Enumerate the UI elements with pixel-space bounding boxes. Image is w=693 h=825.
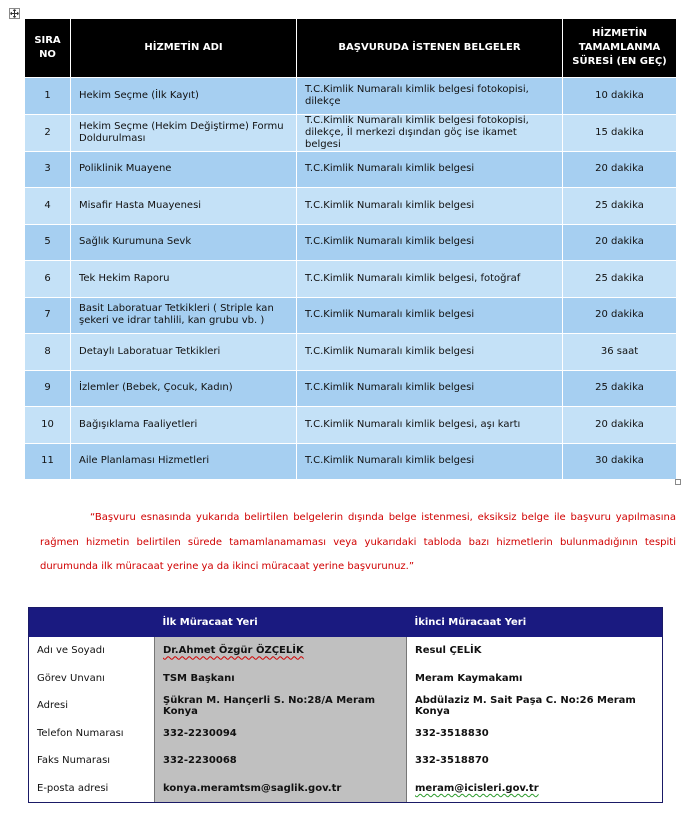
- completion-time-cell: 20 dakika: [563, 224, 677, 261]
- table-row: [25, 334, 677, 371]
- row-number: 1: [25, 78, 71, 115]
- completion-time-cell: 20 dakika: [563, 407, 677, 444]
- contact-label: Telefon Numarası: [29, 720, 155, 748]
- required-docs-cell: [297, 114, 563, 151]
- contact-row-name: [29, 637, 663, 665]
- table-row: [25, 224, 677, 261]
- contact-label: Adı ve Soyadı: [29, 637, 155, 665]
- service-name-cell: Detaylı Laboratuar Tetkikleri: [71, 334, 297, 371]
- note-text: “Başvuru esnasında yukarıda belirtilen belgelerin dışında belge istenmesi, eksiksiz belge ile başvuru yapılmasına rağmen hizmetin belirtilen sürede tamamlanamaması veya yukarıdaki tabloda bazı hizmetlerin bulunmadığının tespiti durumunda ilk müracaat yerine ya da ikinci müracaat yerine başvurunuz.”: [40, 512, 676, 572]
- service-name-cell: [71, 114, 297, 151]
- first-contact-fax: 332-2230068: [155, 747, 407, 775]
- header-required-docs: BAŞVURUDA İSTENEN BELGELER: [297, 19, 563, 78]
- row-number: 4: [25, 188, 71, 225]
- completion-time-cell: 30 dakika: [563, 443, 677, 480]
- complaint-note: [40, 506, 676, 580]
- service-name-line1: Hekim Seçme (İlk Kayıt): [79, 89, 199, 101]
- row-number: 8: [25, 334, 71, 371]
- required-docs-line2: dilekçe: [305, 95, 341, 107]
- second-contact-name: Resul ÇELİK: [407, 637, 663, 665]
- service-name-cell: Poliklinik Muayene: [71, 151, 297, 188]
- completion-time-cell: 10 dakika: [563, 78, 677, 115]
- table-row: [25, 443, 677, 480]
- row-number: 11: [25, 443, 71, 480]
- service-name-cell: Aile Planlaması Hizmetleri: [71, 443, 297, 480]
- service-name-line2: şekeri ve idrar tahlili, kan grubu vb. ): [79, 315, 265, 327]
- table-row: [25, 188, 677, 225]
- header-service-name: HİZMETİN ADI: [71, 19, 297, 78]
- first-contact-name: [155, 637, 407, 665]
- completion-time-cell: 15 dakika: [563, 114, 677, 151]
- table-row: [25, 297, 677, 334]
- first-contact-address: Şükran M. Hançerli S. No:28/A Meram Konya: [155, 692, 407, 720]
- second-contact-email[interactable]: [407, 775, 663, 803]
- required-docs-line1: T.C.Kimlik Numaralı kimlik belgesi fotokopisi,: [305, 114, 529, 126]
- required-docs-cell: T.C.Kimlik Numaralı kimlik belgesi: [297, 370, 563, 407]
- row-number: 5: [25, 224, 71, 261]
- first-contact-name-text: Dr.Ahmet Özgür ÖZÇELİK: [163, 645, 304, 657]
- contact-row-title: [29, 665, 663, 693]
- first-contact-email[interactable]: konya.meramtsm@saglik.gov.tr: [155, 775, 407, 803]
- contact-label: Görev Unvanı: [29, 665, 155, 693]
- second-contact-title: Meram Kaymakamı: [407, 665, 663, 693]
- required-docs-cell: T.C.Kimlik Numaralı kimlik belgesi, fotoğraf: [297, 261, 563, 298]
- service-name-line1: Hekim Seçme (Hekim Değiştirme) Formu: [79, 120, 284, 132]
- contact-header-first: İlk Müracaat Yeri: [155, 608, 407, 638]
- service-name-cell: İzlemler (Bebek, Çocuk, Kadın): [71, 370, 297, 407]
- contact-label: Faks Numarası: [29, 747, 155, 775]
- completion-time-cell: 36 saat: [563, 334, 677, 371]
- completion-time-cell: 25 dakika: [563, 370, 677, 407]
- row-number: 7: [25, 297, 71, 334]
- contact-row-address: [29, 692, 663, 720]
- completion-time-cell: 25 dakika: [563, 261, 677, 298]
- contact-label: E-posta adresi: [29, 775, 155, 803]
- service-name-cell: Sağlık Kurumuna Sevk: [71, 224, 297, 261]
- row-number: 9: [25, 370, 71, 407]
- second-contact-phone: 332-3518830: [407, 720, 663, 748]
- header-completion-time: [563, 19, 677, 78]
- table-move-handle-icon[interactable]: [9, 8, 20, 19]
- service-table-header: [25, 19, 677, 78]
- row-number: 3: [25, 151, 71, 188]
- contact-table-header: [29, 608, 663, 638]
- required-docs-cell: T.C.Kimlik Numaralı kimlik belgesi: [297, 151, 563, 188]
- header-sira-no-line2: NO: [39, 49, 56, 60]
- required-docs-line2: dilekçe, İl merkezi dışından göç ise ikamet belgesi: [305, 126, 517, 150]
- contact-header-blank: [29, 608, 155, 638]
- service-name-cell: [71, 297, 297, 334]
- first-contact-title: TSM Başkanı: [155, 665, 407, 693]
- contact-header-second: İkinci Müracaat Yeri: [407, 608, 663, 638]
- service-name-line2: Doldurulması: [79, 132, 146, 144]
- table-row: [25, 78, 677, 115]
- required-docs-cell: T.C.Kimlik Numaralı kimlik belgesi: [297, 334, 563, 371]
- table-row: [25, 114, 677, 151]
- table-row: [25, 151, 677, 188]
- table-row: [25, 261, 677, 298]
- second-contact-fax: 332-3518870: [407, 747, 663, 775]
- contact-table: [28, 607, 663, 803]
- first-contact-phone: 332-2230094: [155, 720, 407, 748]
- service-table: [24, 18, 677, 480]
- required-docs-cell: T.C.Kimlik Numaralı kimlik belgesi, aşı kartı: [297, 407, 563, 444]
- header-completion-time-line3: SÜRESİ (EN GEÇ): [572, 56, 667, 67]
- service-name-cell: [71, 78, 297, 115]
- completion-time-cell: 20 dakika: [563, 297, 677, 334]
- service-name-cell: Tek Hekim Raporu: [71, 261, 297, 298]
- contact-row-fax: [29, 747, 663, 775]
- row-number: 2: [25, 114, 71, 151]
- contact-label: Adresi: [29, 692, 155, 720]
- required-docs-cell: T.C.Kimlik Numaralı kimlik belgesi: [297, 224, 563, 261]
- row-number: 10: [25, 407, 71, 444]
- service-name-cell: Bağışıklama Faaliyetleri: [71, 407, 297, 444]
- contact-row-email: [29, 775, 663, 803]
- header-sira-no: [25, 19, 71, 78]
- contact-row-phone: [29, 720, 663, 748]
- required-docs-cell: T.C.Kimlik Numaralı kimlik belgesi: [297, 188, 563, 225]
- row-number: 6: [25, 261, 71, 298]
- header-completion-time-line1: HİZMETİN: [591, 28, 648, 39]
- second-contact-email-text[interactable]: meram@icisleri.gov.tr: [415, 782, 539, 794]
- service-name-line1: Basit Laboratuar Tetkikleri ( Striple kan: [79, 303, 274, 315]
- second-contact-address: Abdülaziz M. Sait Paşa C. No:26 Meram Konya: [407, 692, 663, 720]
- header-sira-no-line1: SIRA: [34, 35, 61, 46]
- service-name-cell: Misafir Hasta Muayenesi: [71, 188, 297, 225]
- table-resize-handle[interactable]: [675, 479, 681, 485]
- required-docs-cell: T.C.Kimlik Numaralı kimlik belgesi: [297, 297, 563, 334]
- header-completion-time-line2: TAMAMLANMA: [578, 42, 661, 53]
- required-docs-cell: T.C.Kimlik Numaralı kimlik belgesi: [297, 443, 563, 480]
- table-row: [25, 370, 677, 407]
- completion-time-cell: 25 dakika: [563, 188, 677, 225]
- table-row: [25, 407, 677, 444]
- required-docs-line1: T.C.Kimlik Numaralı kimlik belgesi fotokopisi,: [305, 83, 529, 95]
- completion-time-cell: 20 dakika: [563, 151, 677, 188]
- required-docs-cell: [297, 78, 563, 115]
